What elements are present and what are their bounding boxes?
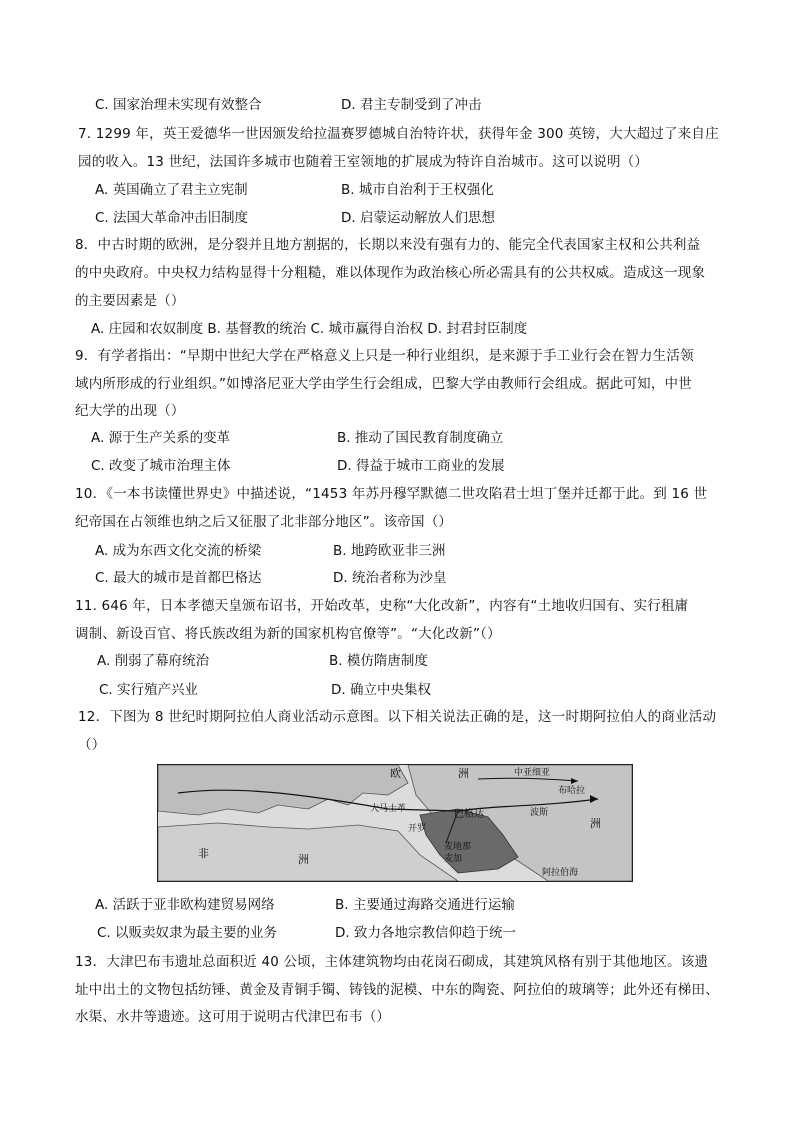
map-label-zhou-asia: 洲 (590, 817, 601, 830)
q7-option-d: D. 启蒙运动解放人们思想 (341, 210, 495, 226)
q10-option-c: C. 最大的城市是首都巴格达 (95, 570, 262, 586)
map-label-arabian-sea: 阿拉伯海 (542, 868, 579, 878)
map-label-zhou-top: 洲 (458, 767, 469, 780)
map-label-cairo: 开罗 (408, 824, 427, 834)
map-label-mecca: 麦加 (444, 854, 463, 864)
map-label-medina: 麦地那 (444, 842, 472, 852)
q7-stem-line1: 7. 1299 年，英王爱德华一世因颁发给拉温赛罗德城自治特许状，获得年金 300 英镑，大大超过了来自庄 (78, 126, 719, 142)
map-label-central-asia: 中亚细亚 (514, 768, 551, 778)
map-label-bukhara: 布哈拉 (558, 786, 586, 796)
q8-stem-line2: 的中央政府。中央权力结构显得十分粗糙，难以体现作为政治核心所必需具有的公共权威。造成这一现象 (75, 265, 706, 281)
q10-option-a: A. 成为东西文化交流的桥梁 (95, 543, 262, 559)
q9-option-d: D. 得益于城市工商业的发展 (337, 458, 505, 474)
q11-stem-line2: 调制、新设百官、将氏族改组为新的国家机构官僚等”。“大化改新”（） (75, 626, 501, 642)
map-label-zhou-africa: 洲 (298, 853, 309, 866)
map-label-persia: 波斯 (530, 808, 549, 818)
q6-option-d: D. 君主专制受到了冲击 (341, 97, 482, 113)
q13-stem-line1: 13．大津巴布韦遗址总面积近 40 公顷，主体建筑物均由花岗石砌成，其建筑风格有别于其他地区。该遗 (75, 954, 709, 970)
q9-stem-line3: 纪大学的出现（） (75, 403, 185, 419)
q10-stem-line2: 纪帝国在占领维也纳之后又征服了北非部分地区”。该帝国（） (75, 514, 453, 530)
q11-option-a: A. 削弱了幕府统治 (97, 653, 210, 669)
q7-stem-line2: 园的收入。13 世纪，法国许多城市也随着王室领地的扩展成为特许自治城市。这可以说明（） (78, 154, 649, 170)
q12-stem-line1: 12．下图为 8 世纪时期阿拉伯人商业活动示意图。以下相关说法正确的是，这一时期阿拉伯人的商业活动 (78, 709, 717, 725)
q11-option-b: B. 模仿隋唐制度 (329, 653, 428, 669)
q9-stem-line2: 域内所形成的行业组织。”如博洛尼亚大学由学生行会组成，巴黎大学由教师行会组成。据此可知，中世 (75, 376, 692, 392)
q9-option-a: A. 源于生产关系的变革 (91, 430, 231, 446)
map-label-baghdad: 巴格达 (454, 809, 484, 820)
q12-stem-line2: （） (78, 737, 106, 753)
q13-stem-line2: 址中出土的文物包括纺锤、黄金及青铜手镯、铸钱的泥模、中东的陶瓷、阿拉伯的玻璃等；此外还有梯田、 (75, 982, 719, 998)
map-label-damascus: 大马士革 (370, 804, 407, 814)
q9-option-b: B. 推动了国民教育制度确立 (337, 430, 504, 446)
map-label-europe: 欧 (390, 767, 401, 780)
q12-option-b: B. 主要通过海路交通进行运输 (335, 897, 515, 913)
q13-stem-line3: 水渠、水井等遗迹。这可用于说明古代津巴布韦（） (75, 1009, 391, 1025)
q8-options: A. 庄园和农奴制度 B. 基督教的统治 C. 城市赢得自治权 D. 封君封臣制度 (91, 321, 528, 337)
q12-option-c: C. 以贩卖奴隶为最主要的业务 (97, 925, 278, 941)
q11-stem-line1: 11. 646 年，日本孝德天皇颁布诏书，开始改革，史称“大化改新”，内容有“土地收归国有、实行租庸 (75, 598, 689, 614)
q12-option-a: A. 活跃于亚非欧构建贸易网络 (95, 897, 275, 913)
q10-stem-line1: 10．《一本书读懂世界史》中描述说，“1453 年苏丹穆罕默德二世攻陷君士坦丁堡并迁都于此。到 16 世 (75, 486, 708, 502)
arab-trade-map (157, 764, 633, 882)
q8-stem-line3: 的主要因素是（） (75, 293, 185, 309)
q11-option-c: C. 实行殖产兴业 (99, 682, 199, 698)
q9-option-c: C. 改变了城市治理主体 (91, 458, 231, 474)
q10-option-b: B. 地跨欧亚非三洲 (333, 543, 446, 559)
q11-option-d: D. 确立中央集权 (331, 682, 431, 698)
q6-option-c: C. 国家治理未实现有效整合 (95, 97, 262, 113)
q10-option-d: D. 统治者称为沙皇 (333, 570, 447, 586)
q9-stem-line1: 9．有学者指出：“早期中世纪大学在严格意义上只是一种行业组织，是来源于手工业行会在智力生活领 (75, 348, 694, 364)
q8-stem-line1: 8．中古时期的欧洲，是分裂并且地方割据的，长期以来没有强有力的、能完全代表国家主权和公共利益 (75, 237, 701, 253)
q7-option-b: B. 城市自治利于王权强化 (341, 182, 494, 198)
q12-option-d: D. 致力各地宗教信仰趋于统一 (335, 925, 516, 941)
map-label-africa: 非 (198, 847, 209, 860)
q7-option-a: A. 英国确立了君主立宪制 (95, 182, 248, 198)
q7-option-c: C. 法国大革命冲击旧制度 (95, 210, 249, 226)
